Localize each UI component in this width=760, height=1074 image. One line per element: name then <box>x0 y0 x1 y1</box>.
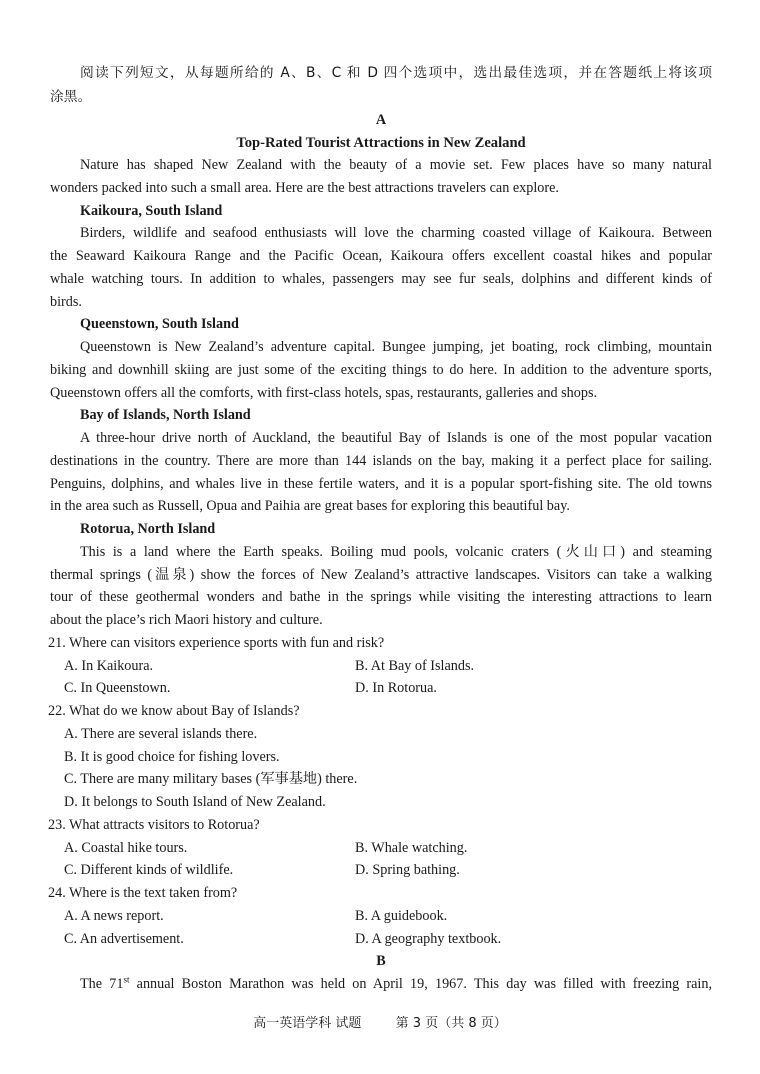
answer-option: C. Different kinds of wildlife. <box>64 862 234 878</box>
answer-option: D. In Rotorua. <box>355 680 437 696</box>
answer-option: A. In Kaikoura. <box>64 658 154 674</box>
answer-option: C. There are many military bases (军事基地) there. <box>64 771 358 787</box>
answer-option: B. A guidebook. <box>355 908 448 924</box>
paragraph-line: the Seaward Kaikoura Range and the Pacific Ocean, Kaikoura offers excellent coastal hikes and popular <box>50 248 712 264</box>
answer-option: A. A news report. <box>64 908 164 924</box>
paragraph-line: destinations in the country. There are more than 144 islands on the bay, making it a perfect place for sailing. <box>50 453 712 469</box>
paragraph-line: in the area such as Russell, Opua and Paihia are great bases for exploring this beautiful bay. <box>50 498 570 514</box>
paragraph-line: Queenstown offers all the comforts, with first-class hotels, spas, restaurants, galleries and shops. <box>50 385 598 401</box>
answer-option: C. An advertisement. <box>64 931 184 947</box>
question-stem: 23. What attracts visitors to Rotorua? <box>48 817 260 833</box>
question-stem: 24. Where is the text taken from? <box>48 885 238 901</box>
paragraph-line: whale watching tours. In addition to whales, passengers may see fur seals, dolphins and different kinds of <box>50 271 712 287</box>
passage-a-label: A <box>375 112 387 128</box>
passage-a-title: Top-Rated Tourist Attractions in New Zealand <box>236 135 526 151</box>
passage-b-label: B <box>376 953 386 969</box>
paragraph-line: Queenstown is New Zealand’s adventure capital. Bungee jumping, jet boating, rock climbing, mountain <box>80 339 712 355</box>
paragraph-line: tour of these geothermal wonders and bathe in the springs while visiting the interesting attractions to learn <box>50 589 712 605</box>
paragraph-line: Birders, wildlife and seafood enthusiasts will love the charming coasted village of Kaikoura. Between <box>80 225 712 241</box>
section-heading-queenstown: Queenstown, South Island <box>80 316 239 332</box>
paragraph-line: about the place’s rich Maori history and culture. <box>50 612 323 628</box>
answer-option: B. It is good choice for fishing lovers. <box>64 749 280 765</box>
question-stem: 22. What do we know about Bay of Islands? <box>48 703 300 719</box>
paragraph-line: biking and downhill skiing are just some of the exciting things to do here. In addition to the adventure sports, <box>50 362 712 378</box>
intro-line: wonders packed into such a small area. Here are the best attractions travelers can explore. <box>50 180 559 196</box>
passage-b-text-rest: annual Boston Marathon was held on April 19, 1967. This day was filled with freezing rain, <box>129 976 713 992</box>
question-stem: 21. Where can visitors experience sports with fun and risk? <box>48 635 385 651</box>
section-heading-bay-of-islands: Bay of Islands, North Island <box>80 407 251 423</box>
page-footer <box>0 1014 760 1034</box>
answer-option: A. Coastal hike tours. <box>64 840 188 856</box>
answer-option: B. At Bay of Islands. <box>355 658 475 674</box>
footer-page-number: 第 3 页（共 8 页） <box>395 1016 507 1031</box>
instructions-line-1: 阅读下列短文，从每题所给的 A、B、C 和 D 四个选项中，选出最佳选项，并在答题纸上将该项 <box>80 65 712 81</box>
answer-option: D. A geography textbook. <box>355 931 502 947</box>
answer-option: B. Whale watching. <box>355 840 468 856</box>
passage-b-first-line <box>80 973 712 996</box>
paragraph-line: This is a land where the Earth speaks. Boiling mud pools, volcanic craters (火山口) and steaming <box>80 544 712 560</box>
intro-line: Nature has shaped New Zealand with the beauty of a movie set. Few places have so many natural <box>80 157 712 173</box>
paragraph-line: birds. <box>50 294 82 310</box>
passage-b-text-start: The 71 <box>80 976 124 992</box>
ordinal-suffix: st <box>123 974 130 985</box>
answer-option: D. Spring bathing. <box>355 862 460 878</box>
answer-option: C. In Queenstown. <box>64 680 171 696</box>
paragraph-line: thermal springs (温泉) show the forces of New Zealand’s attractive landscapes. Visitors can take a walking <box>50 567 712 583</box>
footer-subject: 高一英语学科 试题 <box>253 1016 362 1031</box>
section-heading-rotorua: Rotorua, North Island <box>80 521 216 537</box>
instructions-line-2: 涂黑。 <box>50 89 92 105</box>
paragraph-line: Penguins, dolphins, and whales live in these fertile waters, and it is a popular sport-fishing site. The old towns <box>50 476 712 492</box>
answer-option: A. There are several islands there. <box>64 726 258 742</box>
paragraph-line: A three-hour drive north of Auckland, the beautiful Bay of Islands is one of the most popular vacation <box>80 430 712 446</box>
answer-option: D. It belongs to South Island of New Zealand. <box>64 794 326 810</box>
section-heading-kaikoura: Kaikoura, South Island <box>80 203 223 219</box>
